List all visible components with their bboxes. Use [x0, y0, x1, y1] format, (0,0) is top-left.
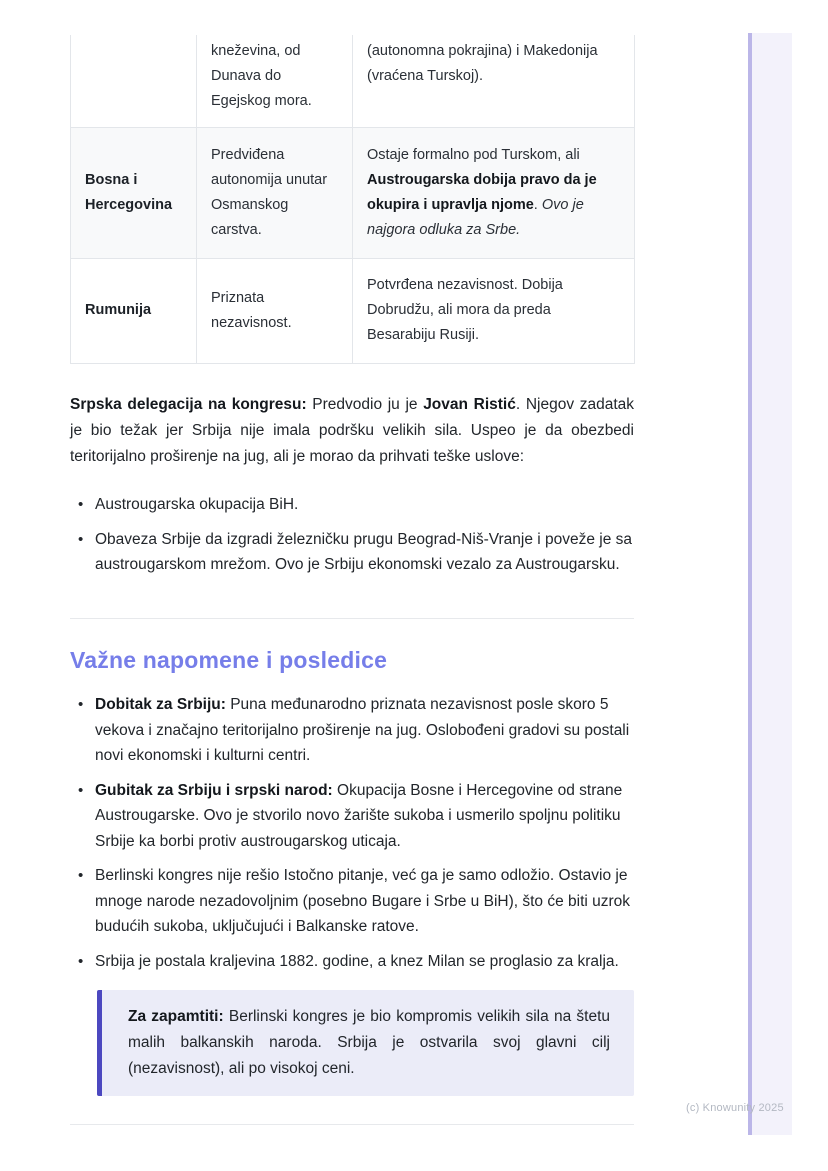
paragraph-text: Predvodio ju je [306, 396, 424, 413]
table-cell-status: kneževina, od Dunava do Egejskog mora. [197, 35, 353, 127]
remember-callout [97, 990, 634, 1096]
table-cell-outcome [353, 127, 635, 258]
list-item [70, 863, 634, 940]
table-cell-country: Rumunija [71, 258, 197, 363]
table-cell-country: Bosna i Hercegovina [71, 127, 197, 258]
list-item-text: Okupacija Bosne i Hercegovine od strane Austrougarske. Ovo je stvorilo novo žarište sukoba i usmerilo spoljnu politiku Srbije ka borbi protiv austrougarskog uticaja. [95, 781, 623, 850]
list-item-lead-bold: Dobitak za Srbiju: [95, 696, 226, 713]
table-cell-outcome: (autonomna pokrajina) i Makedonija (vraćena Turskoj). [353, 35, 635, 127]
list-item [70, 692, 634, 769]
copyright-credit: (c) Knowunity 2025 [686, 1102, 784, 1114]
table-cell-status: Predviđena autonomija unutar Osmanskog carstva. [197, 127, 353, 258]
table-row [71, 35, 635, 127]
outcome-italic-text: Ovo je najgora odluka za Srbe. [367, 196, 584, 238]
conditions-list [70, 492, 634, 587]
list-item [70, 949, 634, 975]
paragraph-bold-name: Jovan Ristić [423, 396, 516, 413]
notes-list [70, 692, 634, 983]
table-row [71, 127, 635, 258]
callout-lead-bold: Za zapamtiti: [128, 1008, 224, 1025]
paragraph-text: . Njegov zadatak je bio težak jer Srbija nije imala podršku velikih sila. Uspeo je da obezbedi teritorijalno proširenje na jug, ali je morao da prihvati teške uslove: [70, 396, 635, 465]
table-cell-outcome: Potvrđena nezavisnost. Dobija Dobrudžu, ali mora da preda Besarabiju Rusiji. [353, 258, 635, 363]
outcome-text: Ostaje formalno pod Turskom, ali [367, 146, 580, 163]
outcome-text: . [533, 196, 542, 213]
list-item-text: Puna međunarodno priznata nezavisnost posle skoro 5 vekova i značajno teritorijalno proširenje na jug. Oslobođeni gradovi su postali novi ekonomski i kulturni centri. [95, 696, 630, 764]
section-heading: Važne napomene i posledice [70, 647, 388, 673]
list-item: • Obaveza Srbije da izgradi železničku prugu Beograd-Niš-Vranje i poveže je sa austrougarskom mrežom. Ovo je Srbiju ekonomski vezalo za Austrougarsku. [70, 527, 634, 578]
table-cell-country [71, 35, 197, 127]
congress-outcomes-table [70, 35, 635, 364]
table-cell-status: Priznata nezavisnost. [197, 258, 353, 363]
bottom-divider [70, 1124, 634, 1125]
list-item: • Austrougarska okupacija BiH. [70, 492, 634, 518]
list-item [70, 778, 634, 855]
callout-text: Berlinski kongres je bio kompromis velikih sila na štetu malih balkanskih naroda. Srbija je ostvarila svoj glavni cilj (nezavisnost), ali po visokoj ceni. [128, 1008, 611, 1077]
list-item-lead-bold: Gubitak za Srbiju i srpski narod: [95, 781, 333, 799]
list-item-text: Srbija je postala kraljevina 1882. godine, a knez Milan se proglasio za kralja. [95, 952, 619, 970]
outcome-bold-text: Austrougarska dobija pravo da je okupira i upravlja njome [367, 171, 597, 213]
next-page-edge[interactable] [748, 33, 792, 1135]
list-item-text: Berlinski kongres nije rešio Istočno pitanje, već ga je samo odložio. Ostavio je mnoge narode nezadovoljnim (posebno Bugare i Srbe u BiH), što će biti uzrok budućih sukoba, uključujući i Balkanske ratove. [95, 867, 631, 935]
paragraph-lead-bold: Srpska delegacija na kongresu: [70, 396, 307, 413]
table-row [71, 258, 635, 363]
delegation-paragraph [70, 392, 634, 470]
section-divider [70, 618, 634, 619]
